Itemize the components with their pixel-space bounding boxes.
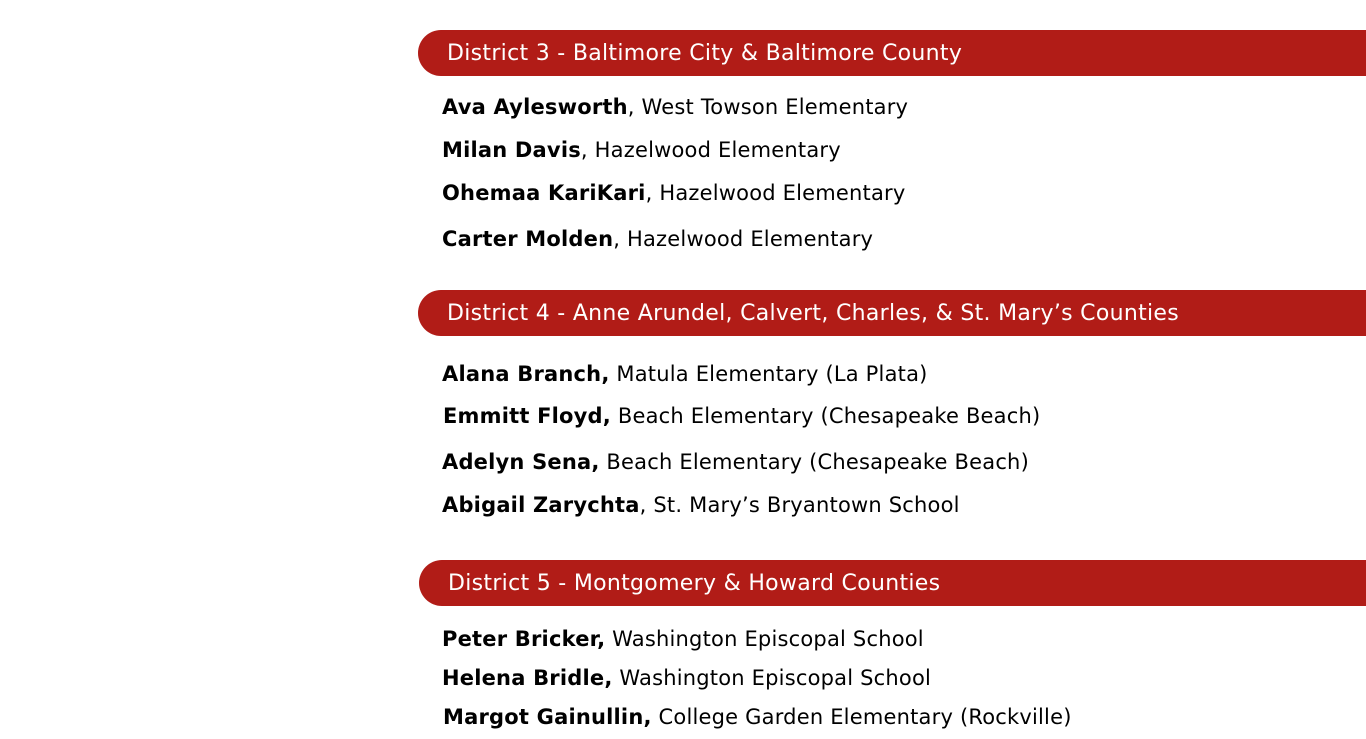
school-name: Washington Episcopal School (612, 666, 932, 690)
list-item (442, 666, 931, 690)
school-name: Matula Elementary (La Plata) (609, 362, 928, 386)
student-name: Milan Davis (442, 138, 581, 162)
list-item (442, 181, 906, 205)
list-item (442, 95, 908, 119)
school-name: College Garden Elementary (Rockville) (651, 705, 1072, 729)
student-name: Ava Aylesworth (442, 95, 628, 119)
school-name: , West Towson Elementary (627, 95, 909, 119)
student-name: Ohemaa KariKari (442, 181, 646, 205)
school-name: , Hazelwood Elementary (613, 227, 874, 251)
student-name: Peter Bricker, (442, 627, 606, 651)
school-name: Beach Elementary (Chesapeake Beach) (599, 450, 1029, 474)
district-5-banner (419, 560, 1366, 606)
school-name: , Hazelwood Elementary (645, 181, 906, 205)
list-item (442, 138, 841, 162)
list-item (442, 227, 873, 251)
student-name: Carter Molden (442, 227, 614, 251)
list-item (443, 705, 1072, 729)
district-3-title: District 3 - Baltimore City & Baltimore County (447, 40, 963, 66)
school-name: Washington Episcopal School (605, 627, 924, 651)
student-name: Helena Bridle, (442, 666, 613, 690)
district-4-title: District 4 - Anne Arundel, Calvert, Charles, & St. Mary’s Counties (447, 300, 1180, 326)
list-item (442, 362, 928, 386)
student-name: Alana Branch, (442, 362, 610, 386)
district-5-title: District 5 - Montgomery & Howard Counties (448, 570, 941, 596)
list-item (442, 450, 1029, 474)
student-name: Emmitt Floyd, (443, 404, 611, 428)
school-name: , St. Mary’s Bryantown School (639, 493, 960, 517)
school-name: Beach Elementary (Chesapeake Beach) (610, 404, 1041, 428)
district-4-banner (418, 290, 1366, 336)
student-name: Abigail Zarychta (442, 493, 640, 517)
student-name: Adelyn Sena, (442, 450, 600, 474)
list-item (442, 493, 960, 517)
district-3-banner (418, 30, 1366, 76)
school-name: , Hazelwood Elementary (580, 138, 841, 162)
list-item (443, 404, 1040, 428)
list-item (442, 627, 924, 651)
student-name: Margot Gainullin, (443, 705, 652, 729)
